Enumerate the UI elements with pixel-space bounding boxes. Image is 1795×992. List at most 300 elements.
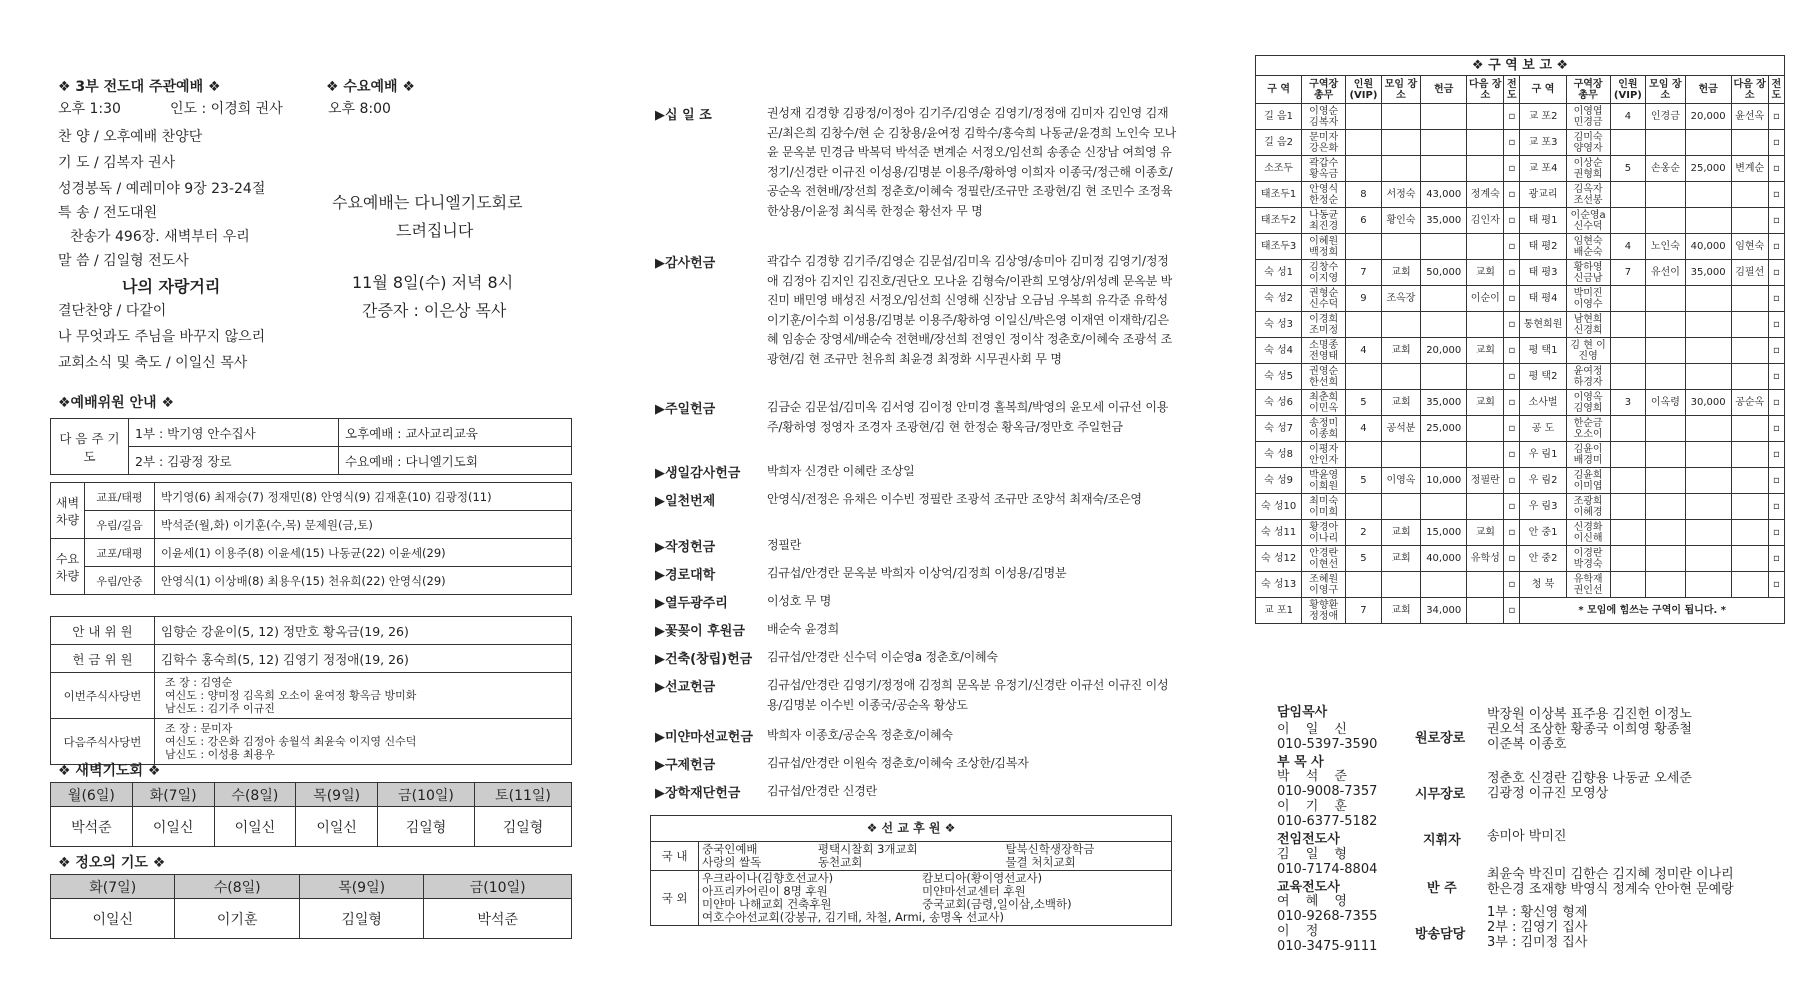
report-cell: ▫ — [1768, 468, 1784, 494]
report-cell — [1421, 286, 1467, 312]
meal-line: 조 장 : 김영순 — [165, 676, 233, 689]
staff-line: 박장원 이상복 표주용 김진헌 이정노 — [1487, 707, 1692, 722]
mission-item: 아프리카어린이 8명 후원 — [702, 884, 828, 898]
cell: 토(11일) — [474, 783, 571, 807]
report-row — [1256, 572, 1785, 598]
staff-list — [1487, 905, 1587, 950]
report-cell — [1685, 208, 1731, 234]
service-time: 오후 8:00 — [328, 101, 391, 117]
report-cell: ▫ — [1504, 182, 1520, 208]
report-cell — [1467, 130, 1504, 156]
report-row — [1256, 182, 1785, 208]
report-cell: ▫ — [1504, 546, 1520, 572]
mission-item: 우크라이나(김향호선교사) — [702, 871, 834, 885]
report-cell — [1346, 156, 1382, 182]
offering-label: ▶건축(창립)헌금 — [655, 652, 753, 667]
report-cell — [1346, 312, 1382, 338]
mission-item: 여호수아선교회(강봉규, 김기태, 차철, Armi, 송명옥 선교사) — [702, 910, 1004, 924]
cell: 국 외 — [651, 871, 699, 926]
report-cell: 20,000 — [1421, 338, 1467, 364]
report-row — [1256, 208, 1785, 234]
offering-names: 김금순 김문섭/김미옥 김서영 김이정 안미경 홀복희/박영의 윤모세 이규선 이용주/황하영 정영자 조경자 조광현/김 현 한정순 황옥금/정만호 주일헌금 — [767, 400, 1169, 434]
report-cell — [1467, 416, 1504, 442]
report-cell: 교 포1 — [1256, 598, 1302, 624]
report-cell: 조광희 이혜경 — [1566, 494, 1610, 520]
offering-label: ▶열두광주리 — [655, 596, 728, 611]
report-cell — [1731, 286, 1768, 312]
report-cell: 김 현 이진영 — [1566, 338, 1610, 364]
report-cell: ▫ — [1768, 130, 1784, 156]
cell: 우림/길음 — [85, 511, 155, 539]
cell — [699, 842, 815, 871]
committee-table — [50, 418, 572, 475]
offering-names: 곽갑수 김경향 김기주/김영순 김문섭/김미옥 김상영/송미아 김미정 김영기/정정애 김정아 김지인 김진호/권단오 모나윤 김형숙/이관희 모영상/위성례 문옥분 박진미 배민영 배성진 서정오/임선희 신영해 신장남 오금님 우복희 유각준 유학성 이기훈/이수희 이성용/김명분 이용주/황하영 이일신/박은영 이재연 이재학/김은혜 임송순 장영세/배순숙 전현배/장선희 전영인 정이삭 정춘호/이혜숙 조광석 조광현/김 현 조규만 천유희 최윤경 최정화 시무권사회 무 명 — [767, 254, 1172, 366]
report-header: 구역장 총무 — [1566, 76, 1610, 104]
report-cell: 송정미 이종희 — [1302, 416, 1346, 442]
mission-item: 중국교회(금령,일이삼,소백하) — [922, 897, 1072, 911]
report-cell: 태조두2 — [1256, 208, 1302, 234]
report-cell — [1346, 572, 1382, 598]
service-time: 오후 1:30 — [58, 101, 121, 117]
report-cell: ▫ — [1504, 234, 1520, 260]
staff-title: 지휘자 — [1423, 833, 1461, 848]
report-cell: ▫ — [1768, 104, 1784, 130]
report-cell: 유선이 — [1646, 260, 1685, 286]
report-cell: 교회 — [1381, 546, 1420, 572]
report-cell — [1646, 312, 1685, 338]
report-cell: 4 — [1346, 338, 1382, 364]
order-item: 결단찬양 / 다같이 — [58, 303, 167, 319]
meal-line: 남신도 : 이성용 최용우 — [165, 748, 275, 761]
report-cell — [1731, 546, 1768, 572]
report-cell: ▫ — [1504, 520, 1520, 546]
offering-label: ▶주일헌금 — [655, 402, 716, 417]
report-row — [1256, 416, 1785, 442]
report-cell: 숙 성7 — [1256, 416, 1302, 442]
report-cell: 김창수 이지영 — [1302, 260, 1346, 286]
report-cell: 공석분 — [1381, 416, 1420, 442]
cell: 수(8일) — [214, 783, 296, 807]
report-cell: 이순이 — [1467, 286, 1504, 312]
report-cell — [1346, 104, 1382, 130]
report-cell: 청 북 — [1520, 572, 1566, 598]
staff-line: 정춘호 신경란 김향용 나동균 오세준 — [1487, 771, 1692, 786]
report-cell: 유학성 — [1467, 546, 1504, 572]
mission-item: 중국인예배 — [702, 842, 758, 856]
report-cell: 이영순 김복자 — [1302, 104, 1346, 130]
report-cell — [1685, 468, 1731, 494]
report-cell — [1381, 156, 1420, 182]
report-header: 구 역 — [1256, 76, 1302, 104]
report-cell: 김윤이 배경미 — [1566, 442, 1610, 468]
mission-item: 동천교회 — [817, 855, 863, 869]
report-cell — [1421, 572, 1467, 598]
report-cell: 숙 성8 — [1256, 442, 1302, 468]
report-cell — [1381, 494, 1420, 520]
report-cell — [1610, 546, 1646, 572]
report-cell — [1685, 130, 1731, 156]
cell: 이윤세(1) 이용주(8) 이윤세(15) 나동균(22) 이윤세(29) — [155, 539, 572, 567]
staff-list — [1487, 707, 1692, 752]
report-header-row — [1256, 76, 1785, 104]
report-row — [1256, 442, 1785, 468]
report-cell — [1421, 234, 1467, 260]
cell: 이번주식사당번 — [51, 673, 155, 719]
report-cell: 최춘희 이민옥 — [1302, 390, 1346, 416]
offering-names: 이성호 무 명 — [767, 594, 832, 608]
cell: 임향순 강윤이(5, 12) 정만호 황옥금(19, 26) — [155, 617, 572, 645]
report-row — [1256, 598, 1785, 624]
report-header: 구역장 총무 — [1302, 76, 1346, 104]
report-cell: 15,000 — [1421, 520, 1467, 546]
report-cell — [1731, 208, 1768, 234]
staff-line: 2부 : 김영기 집사 — [1487, 920, 1588, 935]
report-cell: 태조두1 — [1256, 182, 1302, 208]
report-cell: 숙 성9 — [1256, 468, 1302, 494]
cell — [699, 871, 1172, 926]
report-cell — [1346, 130, 1382, 156]
report-cell — [1381, 104, 1420, 130]
report-cell — [1610, 286, 1646, 312]
order-item: 찬 양 / 오후예배 찬양단 — [58, 129, 203, 145]
report-cell: ▫ — [1768, 494, 1784, 520]
report-cell: ▫ — [1768, 520, 1784, 546]
staff-phone: 010-9268-7355 — [1277, 909, 1378, 924]
offering-names: 김규섭/안경란 이원숙 정춘호/이혜숙 조상한/김복자 — [767, 756, 1029, 770]
report-cell — [1467, 312, 1504, 338]
report-cell: 교회 — [1467, 520, 1504, 546]
report-cell — [1421, 494, 1467, 520]
cell: 2부 : 김광정 장로 — [129, 447, 339, 475]
report-cell: 황향환 정정애 — [1302, 598, 1346, 624]
report-cell: 교회 — [1467, 260, 1504, 286]
report-cell: 4 — [1610, 104, 1646, 130]
cell: 목(9일) — [299, 875, 423, 899]
report-cell: 숙 성4 — [1256, 338, 1302, 364]
report-cell: ▫ — [1768, 208, 1784, 234]
staff-title: 부 목 사 — [1277, 755, 1324, 770]
report-cell: 교회 — [1381, 338, 1420, 364]
report-cell: ▫ — [1504, 572, 1520, 598]
report-cell: 이상순 권형희 — [1566, 156, 1610, 182]
report-cell: 정계숙 — [1467, 182, 1504, 208]
report-cell: 34,000 — [1421, 598, 1467, 624]
report-cell: ▫ — [1768, 312, 1784, 338]
cell: 국 내 — [651, 842, 699, 871]
report-cell — [1646, 416, 1685, 442]
report-cell: 김윤희 이미엽 — [1566, 468, 1610, 494]
report-cell: 4 — [1610, 234, 1646, 260]
report-cell — [1346, 364, 1382, 390]
report-cell: 문미자 강은화 — [1302, 130, 1346, 156]
report-cell: 길 음1 — [1256, 104, 1302, 130]
report-row — [1256, 130, 1785, 156]
report-cell — [1646, 468, 1685, 494]
report-header: 인원 (VIP) — [1346, 76, 1382, 104]
staff-name: 김 일 형 — [1277, 847, 1353, 862]
report-cell: 교 포3 — [1520, 130, 1566, 156]
staff-title: 전임전도사 — [1277, 832, 1340, 847]
report-cell: 교회 — [1467, 390, 1504, 416]
report-cell — [1731, 520, 1768, 546]
report-cell — [1610, 494, 1646, 520]
report-cell: 5 — [1610, 156, 1646, 182]
dawn-title: ❖ 새벽기도회 ❖ — [58, 763, 161, 779]
order-item: 성경봉독 / 예레미야 9장 23-24절 — [58, 181, 266, 197]
staff-title: 시무장로 — [1415, 787, 1466, 802]
order-item: 교회소식 및 축도 / 이일신 목사 — [58, 355, 248, 371]
report-cell: 30,000 — [1685, 390, 1731, 416]
report-cell — [1646, 338, 1685, 364]
offering-names: 안영식/전정은 유채은 이수빈 정필란 조광석 조규만 조양석 최재숙/조은영 — [767, 492, 1142, 506]
wed-notice: 드려집니다 — [396, 221, 474, 240]
order-item: 기 도 / 김복자 권사 — [58, 155, 176, 171]
report-cell: 이경란 박경숙 — [1566, 546, 1610, 572]
report-cell: 태 평4 — [1520, 286, 1566, 312]
report-cell: 태 평2 — [1520, 234, 1566, 260]
cell: 목(9일) — [296, 783, 378, 807]
offering-names: 김규섭/안경란 김영기/정정애 김정희 문옥분 유정기/신경란 이규선 이규진 이성용/김명분 이수빈 이종국/공순옥 황상도 — [767, 678, 1169, 712]
dawn-table — [50, 782, 572, 847]
offering-names: 김규섭/안경란 신수덕 이순영a 정춘호/이혜숙 — [767, 650, 998, 664]
report-footer-note: * 모임에 힘쓰는 구역이 됩니다. * — [1520, 598, 1785, 624]
report-cell — [1610, 572, 1646, 598]
cell: 김일형 — [474, 807, 571, 847]
report-cell: 소조두 — [1256, 156, 1302, 182]
report-cell: ▫ — [1504, 260, 1520, 286]
report-header: 헌금 — [1685, 76, 1731, 104]
staff-line: 한은경 조재향 박영식 정계숙 안아현 문예랑 — [1487, 882, 1734, 897]
staff-title: 교육전도사 — [1277, 880, 1340, 895]
report-cell: 김미숙 양영자 — [1566, 130, 1610, 156]
report-cell — [1421, 312, 1467, 338]
cell — [815, 842, 1003, 871]
cell: 김학수 홍숙희(5, 12) 김영기 정정애(19, 26) — [155, 645, 572, 673]
report-cell: 변계순 — [1731, 156, 1768, 182]
report-cell: 곽갑수 황옥금 — [1302, 156, 1346, 182]
report-cell: 9 — [1346, 286, 1382, 312]
report-cell: ▫ — [1504, 208, 1520, 234]
mission-item: 캄보디아(황이영선교사) — [922, 871, 1043, 885]
report-cell: 40,000 — [1421, 546, 1467, 572]
report-cell: 숙 성3 — [1256, 312, 1302, 338]
cell: 김일형 — [378, 807, 475, 847]
report-cell: 2 — [1346, 520, 1382, 546]
cell: 교표/태평 — [85, 483, 155, 511]
report-cell: 손옹순 — [1646, 156, 1685, 182]
report-cell: 5 — [1346, 468, 1382, 494]
cell — [1002, 842, 1171, 871]
staff-line: 1부 : 황신영 형제 — [1487, 905, 1588, 920]
meal-line: 남신도 : 김기주 이규진 — [165, 702, 275, 715]
report-cell: 박윤영 이희원 — [1302, 468, 1346, 494]
report-cell: 김필선 — [1731, 260, 1768, 286]
report-cell: ▫ — [1768, 546, 1784, 572]
committee-table-2 — [50, 616, 572, 765]
cell: 이일신 — [132, 807, 214, 847]
report-cell — [1381, 442, 1420, 468]
mission-item: 물결 처치교회 — [1005, 855, 1076, 869]
report-cell — [1731, 130, 1768, 156]
offering-names: 김규섭/안경란 신경란 — [767, 784, 877, 798]
offering-label: ▶일천번제 — [655, 494, 716, 509]
cell: 월(6일) — [51, 783, 133, 807]
staff-title: 반 주 — [1427, 881, 1457, 896]
report-cell — [1731, 572, 1768, 598]
report-cell: ▫ — [1504, 312, 1520, 338]
report-cell: 황경아 이나리 — [1302, 520, 1346, 546]
report-cell: 40,000 — [1685, 234, 1731, 260]
report-header: 모임 장소 — [1381, 76, 1420, 104]
report-cell — [1381, 572, 1420, 598]
report-cell: ▫ — [1504, 494, 1520, 520]
mission-title: ❖ 선 교 후 원 ❖ — [651, 816, 1172, 842]
mission-table — [650, 815, 1172, 926]
cell-report-table — [1255, 55, 1785, 624]
report-cell — [1731, 364, 1768, 390]
report-cell: 7 — [1346, 598, 1382, 624]
cell: 이일신 — [296, 807, 378, 847]
cell: 박석준(월,화) 이기훈(수,목) 문제원(금,토) — [155, 511, 572, 539]
report-cell: 유학재 권인선 — [1566, 572, 1610, 598]
report-cell: ▫ — [1504, 156, 1520, 182]
offering-label: ▶십 일 조 — [655, 108, 712, 123]
staff-title: 담임목사 — [1277, 705, 1328, 720]
report-cell — [1467, 494, 1504, 520]
report-cell: 소사벌 — [1520, 390, 1566, 416]
report-cell: 교회 — [1381, 260, 1420, 286]
report-cell: 35,000 — [1421, 208, 1467, 234]
report-cell: 통현희원 — [1520, 312, 1566, 338]
report-cell — [1610, 312, 1646, 338]
report-cell: 안경란 이현선 — [1302, 546, 1346, 572]
report-cell: 이경희 조미정 — [1302, 312, 1346, 338]
offering-names: 권성재 김경향 김광정/이정아 김기주/김영순 김영기/정정애 김미자 김인영 김재곤/최은희 김창수/현 순 김창용/윤여정 김학수/홍숙희 나동균/윤경희 노인숙 모나윤 문옥분 민경금 박복덕 박석준 변계순 서정오/임선희 송종순 신장남 여희영 유정기/신경란 이규진 이성용/김명분 이용주/황하영 이희자 이종국/정근해 이종호/공순옥 전현배/장선희 정춘호/이혜숙 정필란/조규만 조광현/김 현 조민수 조정육 한상용/이윤정 최식록 한정순 황선자 무 명 — [767, 106, 1177, 218]
cell: 오후예배 : 교사교리교육 — [339, 419, 572, 447]
offering-label: ▶생일감사헌금 — [655, 466, 741, 481]
report-cell: ▫ — [1768, 416, 1784, 442]
offering-names: 배순숙 윤경희 — [767, 622, 839, 636]
report-cell — [1610, 520, 1646, 546]
report-cell: ▫ — [1504, 286, 1520, 312]
staff-name: 이 기 훈 — [1277, 799, 1353, 814]
report-cell — [1731, 442, 1768, 468]
mission-item: 미얀마 나해교회 건축후원 — [702, 897, 832, 911]
report-cell: ▫ — [1504, 104, 1520, 130]
report-cell — [1346, 234, 1382, 260]
staff-name: 여 혜 영 — [1277, 894, 1353, 909]
wed-date: 11월 8일(수) 저녁 8시 — [352, 273, 514, 292]
report-cell — [1731, 312, 1768, 338]
report-header: 전 도 — [1504, 76, 1520, 104]
report-cell: 3 — [1610, 390, 1646, 416]
report-header: 인원 (VIP) — [1610, 76, 1646, 104]
cell: 우림/안중 — [85, 567, 155, 595]
report-cell: 황인숙 — [1381, 208, 1420, 234]
report-cell — [1646, 442, 1685, 468]
cell: 교포/태평 — [85, 539, 155, 567]
staff-line: 권오석 조상한 황종국 이희영 황종철 — [1487, 722, 1692, 737]
cell: 금(10일) — [424, 875, 572, 899]
report-cell — [1381, 364, 1420, 390]
report-cell: 태 평3 — [1520, 260, 1566, 286]
report-cell — [1685, 312, 1731, 338]
report-cell — [1346, 442, 1382, 468]
order-item: 말 씀 / 김일형 전도사 — [58, 253, 189, 269]
staff-phone: 010-3475-9111 — [1277, 939, 1378, 954]
report-cell: 교 포4 — [1520, 156, 1566, 182]
report-cell: 한순금 오소이 — [1566, 416, 1610, 442]
report-cell — [1685, 520, 1731, 546]
report-row — [1256, 546, 1785, 572]
mission-item: 사랑의 쌀독 — [702, 855, 762, 869]
section-title: ❖ 3부 전도대 주관예배 ❖ — [58, 79, 221, 95]
cell: 수요 차량 — [51, 539, 85, 595]
report-cell: 5 — [1346, 390, 1382, 416]
report-cell — [1731, 494, 1768, 520]
section-title: ❖ 수요예배 ❖ — [326, 79, 415, 95]
report-cell — [1685, 494, 1731, 520]
report-cell — [1610, 442, 1646, 468]
report-cell — [1610, 468, 1646, 494]
report-cell — [1685, 546, 1731, 572]
report-cell: 공 도 — [1520, 416, 1566, 442]
report-cell: 황하영 신금남 — [1566, 260, 1610, 286]
report-cell: 5 — [1346, 546, 1382, 572]
report-cell: ▫ — [1504, 338, 1520, 364]
committee-title: ❖예배위원 안내 ❖ — [58, 395, 174, 411]
report-cell: 35,000 — [1685, 260, 1731, 286]
report-cell — [1685, 416, 1731, 442]
report-cell: 권영순 한선희 — [1302, 364, 1346, 390]
staff-list — [1487, 771, 1692, 801]
report-cell: 남현희 신경희 — [1566, 312, 1610, 338]
offering-label: ▶미얀마선교헌금 — [655, 730, 753, 745]
report-cell: 태조두3 — [1256, 234, 1302, 260]
report-row — [1256, 520, 1785, 546]
mission-item: 평택시찰회 3개교회 — [817, 842, 918, 856]
report-cell: 조혜원 이영구 — [1302, 572, 1346, 598]
report-header: 모임 장소 — [1646, 76, 1685, 104]
cell: 헌 금 위 원 — [51, 645, 155, 673]
mission-item: 미얀마선교센터 후원 — [922, 884, 1026, 898]
report-cell: 8 — [1346, 182, 1382, 208]
report-cell: 이옥령 — [1646, 390, 1685, 416]
report-row — [1256, 338, 1785, 364]
report-cell — [1467, 598, 1504, 624]
cell — [155, 719, 572, 765]
report-cell: 20,000 — [1685, 104, 1731, 130]
report-cell — [1421, 364, 1467, 390]
cell — [155, 673, 572, 719]
report-cell — [1610, 338, 1646, 364]
report-cell — [1646, 286, 1685, 312]
report-cell: ▫ — [1768, 234, 1784, 260]
report-cell: 이영옥 김영희 — [1566, 390, 1610, 416]
report-cell — [1646, 364, 1685, 390]
report-cell — [1467, 364, 1504, 390]
report-cell: 이영엽 민경금 — [1566, 104, 1610, 130]
offering-names: 박희자 신경란 이혜란 조상일 — [767, 464, 915, 478]
report-header: 전 도 — [1768, 76, 1784, 104]
report-cell: 광교리 — [1520, 182, 1566, 208]
report-cell: ▫ — [1504, 390, 1520, 416]
report-cell: ▫ — [1504, 468, 1520, 494]
report-cell — [1731, 338, 1768, 364]
report-cell: ▫ — [1768, 156, 1784, 182]
cell: 다음주식사당번 — [51, 719, 155, 765]
report-cell — [1467, 104, 1504, 130]
